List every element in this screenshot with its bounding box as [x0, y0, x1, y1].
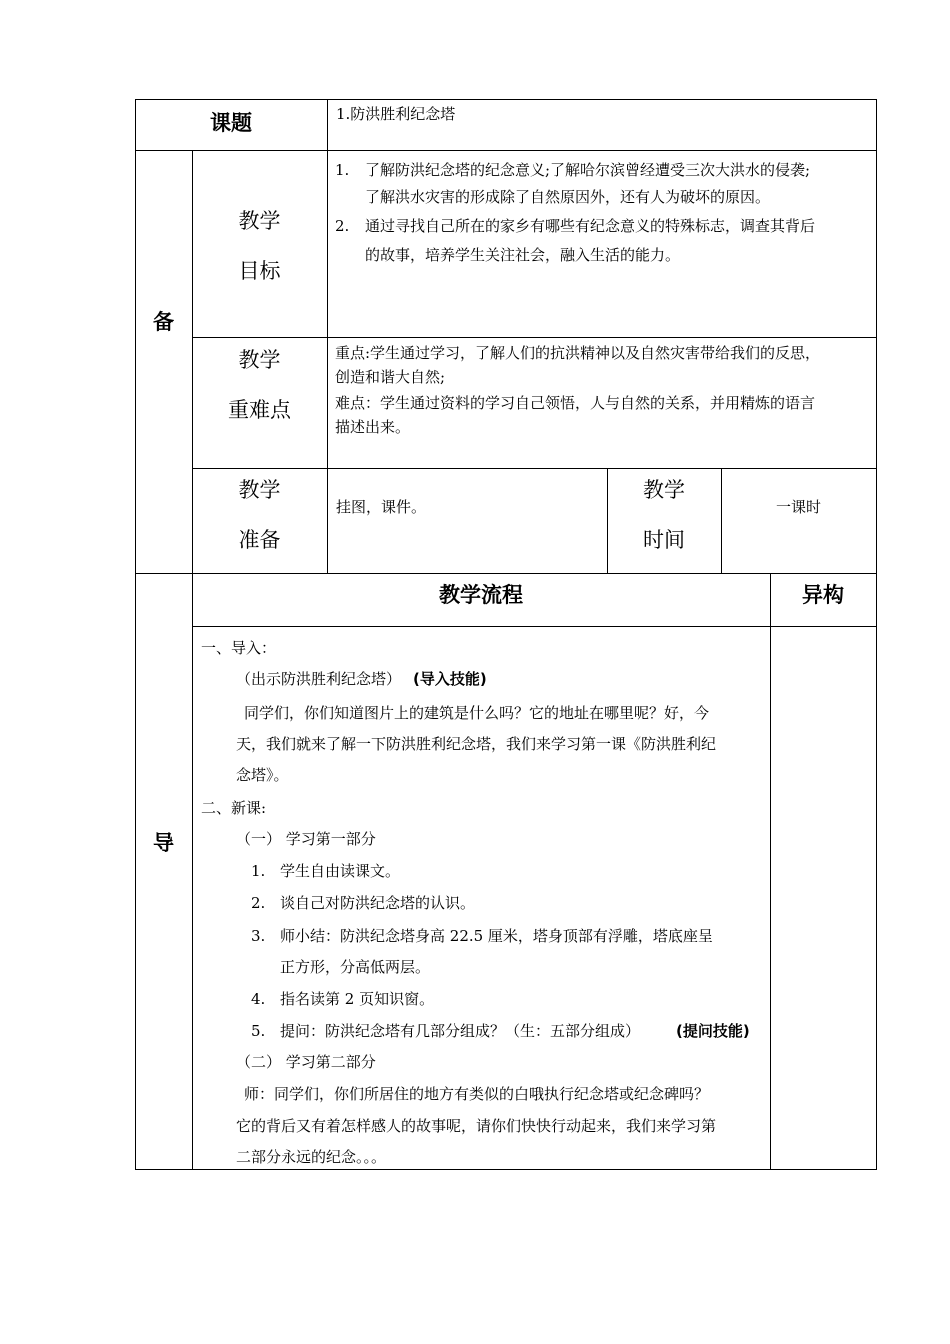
prepare-side-label: 备 [153, 310, 174, 334]
time-label-line1: 教学 [643, 478, 685, 502]
table-rule-time-label-right [721, 468, 722, 574]
keypoints-line: 重点:学生通过学习，了解人们的抗洪精神以及自然灾害带给我们的反思， [335, 344, 821, 362]
goals-label-line1: 教学 [238, 209, 281, 233]
intro-para-line: 天，我们就来了解一下防洪胜利纪念塔，我们来学习第一课《防洪胜利纪 [236, 735, 717, 753]
keypoints-line: 创造和谐大自然; [335, 368, 446, 386]
part1-item-text: 谈自己对防洪纪念塔的认识。 [280, 894, 476, 912]
part1-item-text: 提问：防洪纪念塔有几部分组成？（生：五部分组成） [280, 1022, 641, 1040]
table-rule-below-keypoints [192, 468, 877, 469]
goal-item-line: 了解防洪纪念塔的纪念意义;了解哈尔滨曾经遭受三次大洪水的侵袭; [365, 161, 811, 179]
intro-heading: 一、导入： [201, 639, 277, 657]
new-heading: 二、新课: [201, 799, 267, 817]
topic-label: 课题 [210, 111, 252, 135]
topic-value: 1.防洪胜利纪念塔 [336, 105, 456, 123]
table-border-bottom [135, 1169, 877, 1170]
keypoints-label-line1: 教学 [238, 348, 281, 372]
part1-item-text: 学生自由读课文。 [280, 862, 401, 880]
table-rule-below-topic [135, 150, 877, 151]
keypoints-line: 描述出来。 [335, 418, 411, 436]
materials-label-line2: 准备 [238, 528, 281, 552]
part1-item-num: 2. [251, 894, 266, 912]
part1-title: （一） 学习第一部分 [236, 830, 376, 848]
intro-skill: (导入技能) [413, 670, 487, 688]
part1-item-skill: (提问技能) [676, 1022, 750, 1040]
part1-item-num: 4. [251, 990, 266, 1008]
part2-para-line: 二部分永远的纪念。。。 [236, 1148, 387, 1166]
goal-item-num: 1. [335, 161, 350, 179]
part1-item-num: 5. [251, 1022, 266, 1040]
part1-item-num: 3. [251, 927, 266, 945]
table-border-top [135, 99, 877, 100]
table-rule-side-column [192, 150, 193, 1170]
part1-item-cont: 正方形，分高低两层。 [280, 958, 431, 976]
intro-para-line: 同学们，你们知道图片上的建筑是什么吗？它的地址在哪里呢？好，今 [244, 704, 710, 722]
table-border-left [135, 99, 136, 1170]
time-label-line2: 时间 [643, 528, 685, 552]
materials-label-line1: 教学 [238, 478, 281, 502]
part2-para-line: 师：同学们，你们所居住的地方有类似的白哦执行纪念塔或纪念碑吗？ [244, 1085, 710, 1103]
table-rule-below-flow-header [192, 626, 877, 627]
goal-item-num: 2. [335, 217, 350, 235]
flow-header: 教学流程 [439, 583, 523, 607]
intro-para-line: 念塔》。 [236, 766, 289, 784]
intro-show: （出示防洪胜利纪念塔） [236, 670, 402, 688]
table-rule-below-goals [192, 337, 877, 338]
alt-header: 异构 [802, 583, 844, 607]
part1-item-text: 师小结：防洪纪念塔身高 22.5 厘米，塔身顶部有浮雕，塔底座呈 [280, 927, 713, 945]
materials-value: 挂图，课件。 [336, 498, 427, 516]
goals-label-line2: 目标 [238, 259, 281, 283]
part1-item-text: 指名读第 2 页知识窗。 [280, 990, 435, 1008]
time-value: 一课时 [775, 498, 821, 516]
goal-item-line: 的故事，培养学生关注社会，融入生活的能力。 [365, 246, 681, 264]
table-rule-alt-column [770, 573, 771, 1170]
part2-para-line: 它的背后又有着怎样感人的故事呢，请你们快快行动起来，我们来学习第 [236, 1117, 717, 1135]
goal-item-line: 通过寻找自己所在的家乡有哪些有纪念意义的特殊标志，调查其背后 [365, 217, 816, 235]
table-border-right [876, 99, 877, 1170]
goal-item-line: 了解洪水灾害的形成除了自然原因外，还有人为破坏的原因。 [365, 188, 771, 206]
guide-side-label: 导 [153, 831, 174, 855]
table-rule-below-materials [135, 573, 877, 574]
keypoints-line: 难点：学生通过资料的学习自己领悟，人与自然的关系，并用精炼的语言 [335, 394, 816, 412]
table-rule-label-column [327, 99, 328, 574]
keypoints-label-line2: 重难点 [228, 398, 291, 422]
part1-item-num: 1. [251, 862, 266, 880]
part2-title: （二） 学习第二部分 [236, 1053, 376, 1071]
